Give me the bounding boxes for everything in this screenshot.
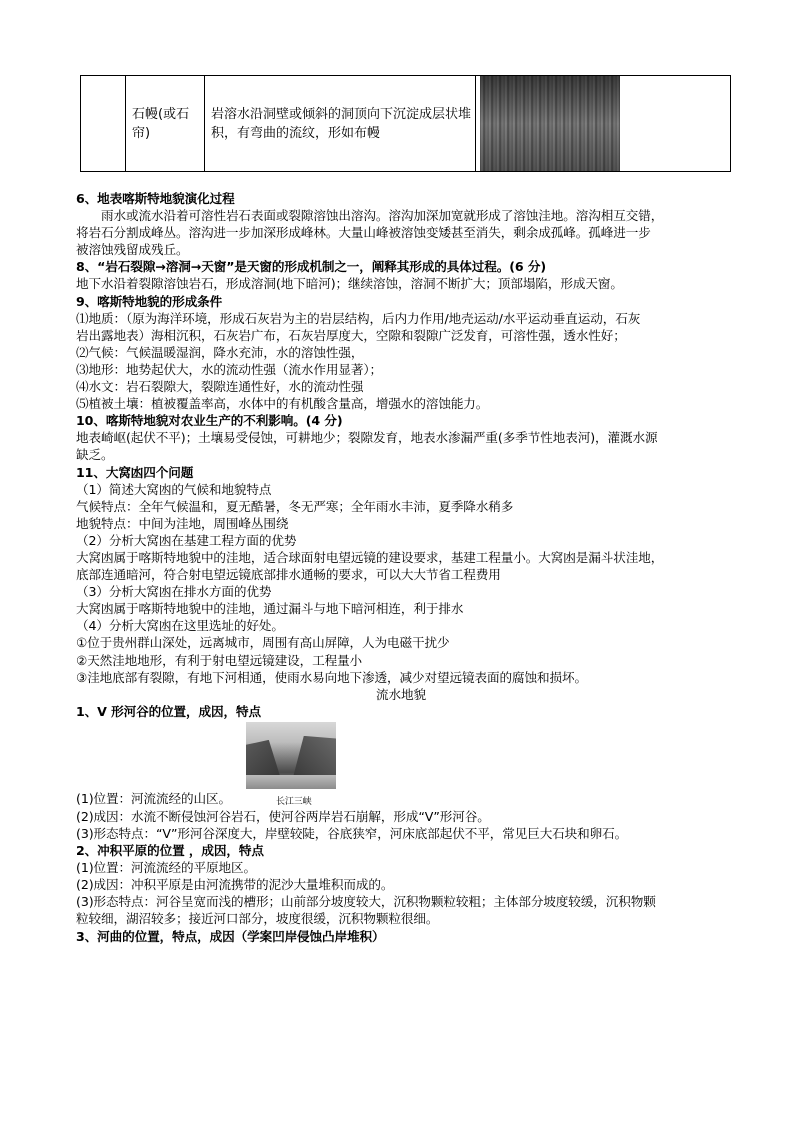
section-6-text: 将岩石分割成峰丛。溶沟进一步加深形成峰林。大量山峰被溶蚀变矮甚至消失，剩余成孤峰。孤峰进一步	[76, 225, 651, 241]
condition-geology: ⑴地质：（原为海洋环境，形成石灰岩为主的岩层结构，后内力作用/地壳运动/水平运动垂直运动，石灰	[76, 310, 641, 326]
table-row	[81, 76, 731, 172]
fluvial-heading: 流水地貌	[376, 686, 426, 702]
question-2: （2）分析大窝凼在基建工程方面的优势	[76, 532, 297, 548]
table-cell-empty	[81, 76, 126, 172]
three-gorges-photo	[246, 722, 336, 789]
condition-geology-cont	[76, 327, 726, 344]
v-valley-cause: (2)成因：水流不断侵蚀河谷岩石，使河谷两岸岩石崩解，形成“V”形河谷。	[76, 808, 490, 824]
condition-hydrology: ⑷水文：岩石裂隙大，裂隙连通性好，水的流动性强	[76, 379, 364, 395]
v-valley-figure	[76, 720, 726, 808]
answer-4: ①位于贵州群山深处，远离城市，周围有高山屏障，人为电磁干扰少	[76, 635, 450, 651]
photo-caption: 长江三峡	[276, 796, 312, 807]
landform-image-cell	[476, 76, 731, 172]
landform-name-cell: 石幔(或石帘)	[126, 76, 205, 172]
condition-climate: ⑵气候：气候温暖湿润，降水充沛，水的溶蚀性强，	[76, 344, 364, 360]
section-11-title: 11、大窝凼四个问题	[76, 464, 194, 480]
meander-title: 3、河曲的位置，特点，成因（学案凹岸侵蚀凸岸堆积）	[76, 928, 385, 944]
answer-3: 大窝凼属于喀斯特地貌中的洼地，通过漏斗与地下暗河相连，利于排水	[76, 601, 464, 617]
plain-cause: (2)成因：冲积平原是由河流携带的泥沙大量堆积而成的。	[76, 877, 394, 893]
question-4: （4）分析大窝凼在这里选址的好处。	[76, 618, 284, 634]
section-10-title: 10、喀斯特地貌对农业生产的不利影响。(4 分)	[76, 413, 343, 429]
plain-title: 2、冲积平原的位置 ，成因，特点	[76, 843, 264, 859]
answer-4: ②天然洼地地形，有利于射电望远镜建设，工程量小	[76, 652, 363, 668]
section-6-title: 6、地表喀斯特地貌演化过程	[76, 191, 235, 206]
section-6-text: 雨水或流水沿着可溶性岩石表面或裂隙溶蚀出溶沟。溶沟加深加宽就形成了溶蚀洼地。溶沟相互交错，	[101, 208, 664, 224]
answer-4: ③洼地底部有裂隙，有地下河相通，使雨水易向地下渗透，减少对望远镜表面的腐蚀和损坏。	[76, 669, 587, 685]
landform-table	[80, 75, 731, 172]
document-body	[76, 190, 726, 945]
condition-geology-text: 海相沉积，石灰岩广布，石灰岩厚度大，空隙和裂隙广泛发育，可溶性强，透水性好；	[150, 327, 626, 343]
plain-features: 粒较细，湖沼较多；接近河口部分，坡度很缓，沉积物颗粒很细。	[76, 911, 439, 927]
question-3: （3）分析大窝凼在排水方面的优势	[76, 584, 272, 600]
v-valley-location: (1)位置：河流流经的山区。	[76, 790, 231, 806]
section-9-title: 9、喀斯特地貌的形成条件	[76, 293, 223, 309]
answer-climate: 气候特点：全年气候温和，夏无酷暑，冬无严寒；全年雨水丰沛，夏季降水稍多	[76, 498, 514, 514]
section-8-title: 8、“岩石裂隙→溶洞→天窗”是天窗的形成机制之一，阐释其形成的具体过程。(6 分)	[76, 259, 546, 275]
section-10-answer: 缺乏。	[76, 447, 114, 463]
v-valley-features: (3)形态特点：“V”形河谷深度大，岸壁较陡，谷底狭窄，河床底部起伏不平，常见巨大石块和卵石。	[76, 826, 628, 841]
landform-desc-cell: 岩溶水沿洞壁或倾斜的洞顶向下沉淀成层状堆积，有弯曲的流纹，形如布幔	[205, 76, 476, 172]
plain-features: (3)形态特点：河谷呈宽而浅的槽形；山前部分坡度较大，沉积物颗粒较粗；主体部分坡度较缓，沉积物颗	[76, 894, 656, 910]
section-8-answer: 地下水沿着裂隙溶蚀岩石，形成溶洞(地下暗河)；继续溶蚀，溶洞不断扩大；顶部塌陷，形成天窗。	[76, 276, 623, 292]
plain-location: (1)位置：河流流经的平原地区。	[76, 860, 256, 876]
v-valley-title: 1、V 形河谷的位置，成因，特点	[76, 703, 262, 719]
answer-landform: 地貌特点：中间为洼地，周围峰丛围绕	[76, 515, 289, 531]
condition-geology-paren: 岩出露地表）	[76, 327, 151, 343]
condition-terrain: ⑶地形：地势起伏大，水的流动性强（流水作用显著）；	[76, 361, 383, 377]
condition-vegetation: ⑸植被土壤：植被覆盖率高，水体中的有机酸含量高，增强水的溶蚀能力。	[76, 396, 489, 412]
stone-curtain-photo	[480, 76, 620, 171]
section-6-text: 被溶蚀残留成残丘。	[76, 242, 189, 258]
river-water	[246, 775, 336, 789]
answer-2: 大窝凼属于喀斯特地貌中的洼地，适合球面射电望远镜的建设要求，基建工程量小。大窝凼是漏斗状洼地，	[76, 549, 664, 565]
answer-2: 底部连通暗河，符合射电望远镜底部排水通畅的要求，可以大大节省工程费用	[76, 567, 501, 583]
question-1: （1）简述大窝凼的气候和地貌特点	[76, 481, 272, 497]
section-10-answer: 地表崎岖(起伏不平)；土壤易受侵蚀，可耕地少；裂隙发育，地表水渗漏严重(多季节性地表河)，灌溉水源	[76, 430, 658, 446]
